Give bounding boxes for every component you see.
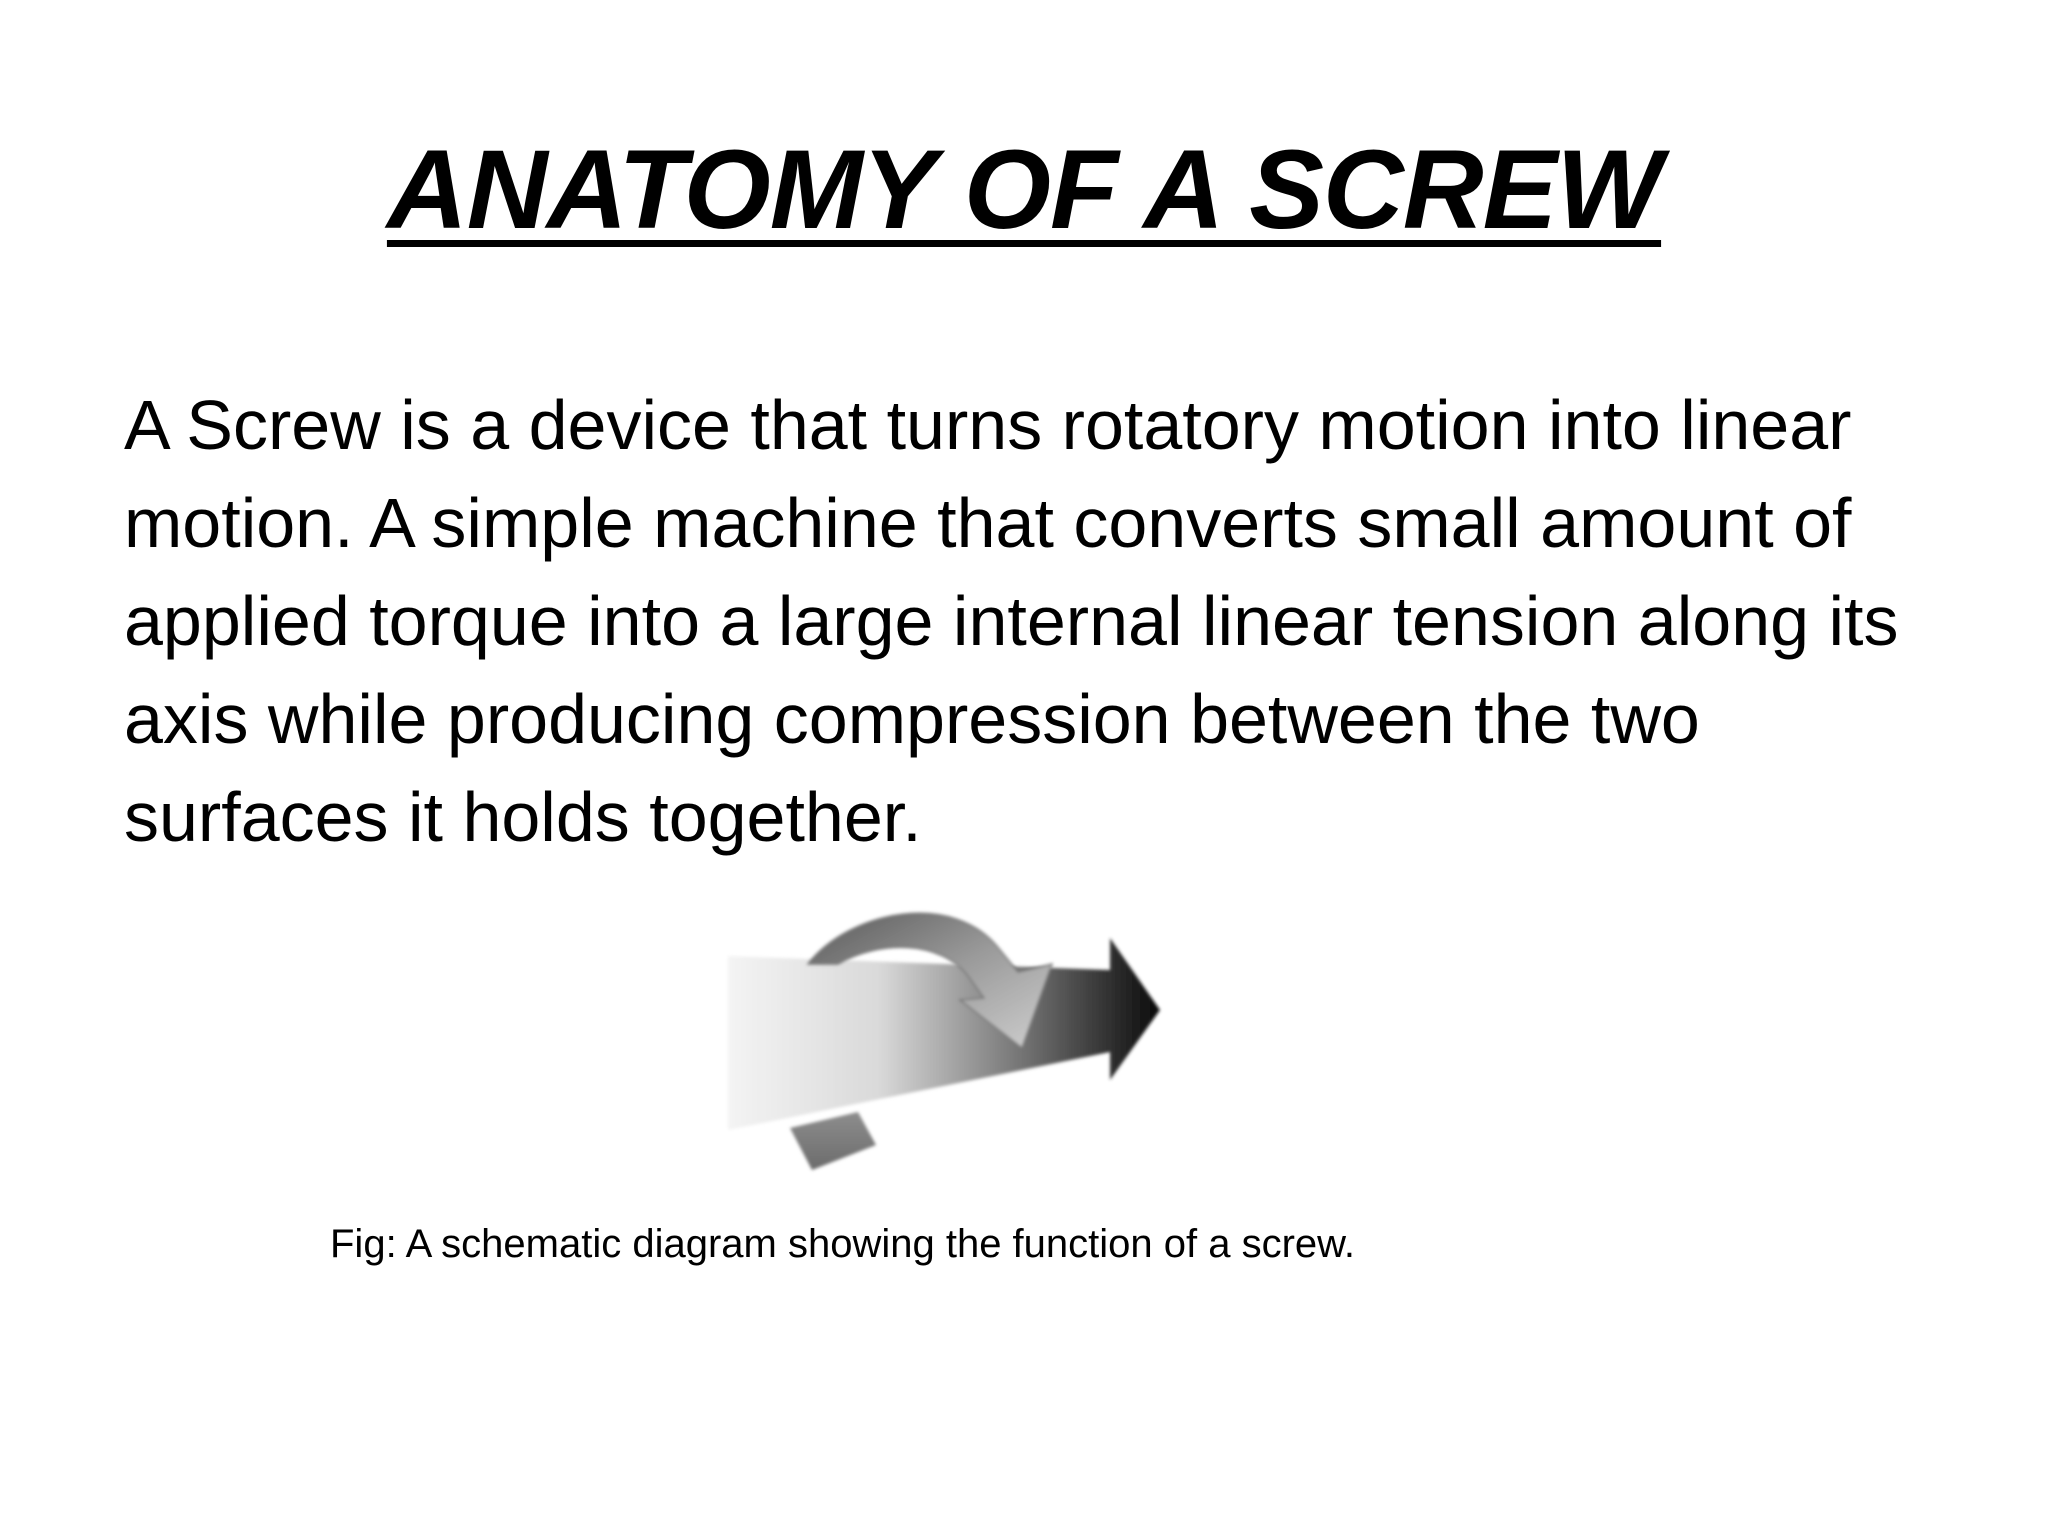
rotation-arrow-tail-icon <box>790 1112 876 1170</box>
linear-motion-arrow-icon <box>728 938 1160 1130</box>
slide-title-text: ANATOMY OF A SCREW <box>386 127 1662 252</box>
slide-body-text: A Screw is a device that turns rotatory motion into linear motion. A simple machine that converts small amount of applied torque into a large internal linear tension along its axis while producing compression between the two surfaces it holds together. <box>124 386 1899 856</box>
figure-caption: Fig: A schematic diagram showing the function of a screw. <box>330 1222 1355 1266</box>
screw-motion-arrows-diagram <box>700 880 1300 1190</box>
slide-title <box>0 128 2048 251</box>
